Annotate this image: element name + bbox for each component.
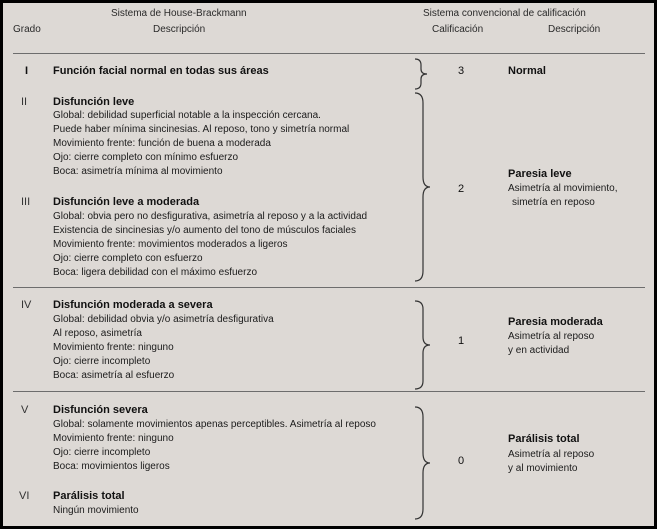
curly-brace-icon <box>413 57 433 91</box>
grade-description-line: Existencia de sincinesias y/o aumento del tono de músculos faciales <box>53 225 356 236</box>
grade-title: Disfunción severa <box>53 404 148 416</box>
grade-description-line: Movimiento frente: función de buena a moderada <box>53 138 271 149</box>
grade-label: V <box>21 404 29 416</box>
col-header-grado: Grado <box>13 24 41 35</box>
grade-description-line: Boca: asimetría mínima al movimiento <box>53 166 223 177</box>
col-header-descripcion-right: Descripción <box>548 24 601 35</box>
grade-label: III <box>21 196 31 208</box>
house-brackmann-title: Sistema de House-Brackmann <box>111 8 247 19</box>
grade-title: Función facial normal en todas sus áreas <box>53 65 269 77</box>
conventional-description-title: Normal <box>508 65 546 77</box>
grade-title: Disfunción leve <box>53 96 135 108</box>
conventional-description-title: Paresia moderada <box>508 316 603 328</box>
col-header-calificacion: Calificación <box>432 24 484 35</box>
grade-label: VI <box>19 490 30 502</box>
conventional-score: 1 <box>457 335 465 347</box>
curly-brace-icon <box>413 91 433 283</box>
conventional-description-line: Asimetría al movimiento, <box>508 183 618 194</box>
conventional-description-line: simetría en reposo <box>512 197 595 208</box>
col-header-descripcion-left: Descripción <box>153 24 206 35</box>
section-rule <box>13 287 645 288</box>
grade-title: Disfunción moderada a severa <box>53 299 213 311</box>
grade-label: I <box>25 65 29 77</box>
conventional-description-line: y en actividad <box>508 345 570 356</box>
grade-description-line: Global: debilidad obvia y/o asimetría desfigurativa <box>53 314 274 325</box>
curly-brace-icon <box>413 299 433 391</box>
grade-description-line: Puede haber mínima sincinesias. Al reposo, tono y simetría normal <box>53 124 350 135</box>
grade-description-line: Ojo: cierre incompleto <box>53 447 151 458</box>
grade-title: Disfunción leve a moderada <box>53 196 200 208</box>
grade-description-line: Ojo: cierre incompleto <box>53 356 151 367</box>
conventional-description-title: Paresia leve <box>508 168 572 180</box>
conventional-description-title: Parálisis total <box>508 433 580 445</box>
grade-description-line: Ojo: cierre completo con mínimo esfuerzo <box>53 152 239 163</box>
conventional-system-title: Sistema convencional de calificación <box>423 8 586 19</box>
grade-description-line: Boca: asimetría al esfuerzo <box>53 370 175 381</box>
grade-description-line: Global: solamente movimientos apenas perceptibles. Asimetría al reposo <box>53 419 376 430</box>
grade-description-line: Ningún movimiento <box>53 505 139 516</box>
conventional-score: 3 <box>457 65 465 77</box>
section-rule <box>13 391 645 392</box>
grade-title: Parálisis total <box>53 490 125 502</box>
grade-description-line: Boca: movimientos ligeros <box>53 461 170 472</box>
grade-description-line: Movimiento frente: ninguno <box>53 342 174 353</box>
grade-description-line: Global: debilidad superficial notable a la inspección cercana. <box>53 110 321 121</box>
grade-label: II <box>21 96 28 108</box>
grade-description-line: Ojo: cierre completo con esfuerzo <box>53 253 203 264</box>
conventional-description-line: Asimetría al reposo <box>508 449 595 460</box>
conventional-description-line: Asimetría al reposo <box>508 331 595 342</box>
conventional-score: 2 <box>457 183 465 195</box>
grade-description-line: Al reposo, asimetría <box>53 328 142 339</box>
conventional-score: 0 <box>457 455 465 467</box>
grade-description-line: Global: obvia pero no desfigurativa, asimetría al reposo y a la actividad <box>53 211 368 222</box>
grade-description-line: Movimiento frente: movimientos moderados a ligeros <box>53 239 288 250</box>
conventional-description-line: y al movimiento <box>508 463 578 474</box>
header-rule <box>13 53 645 54</box>
grade-label: IV <box>21 299 32 311</box>
grade-description-line: Movimiento frente: ninguno <box>53 433 174 444</box>
classification-table <box>3 3 654 526</box>
curly-brace-icon <box>413 405 433 523</box>
grade-description-line: Boca: ligera debilidad con el máximo esfuerzo <box>53 267 257 278</box>
